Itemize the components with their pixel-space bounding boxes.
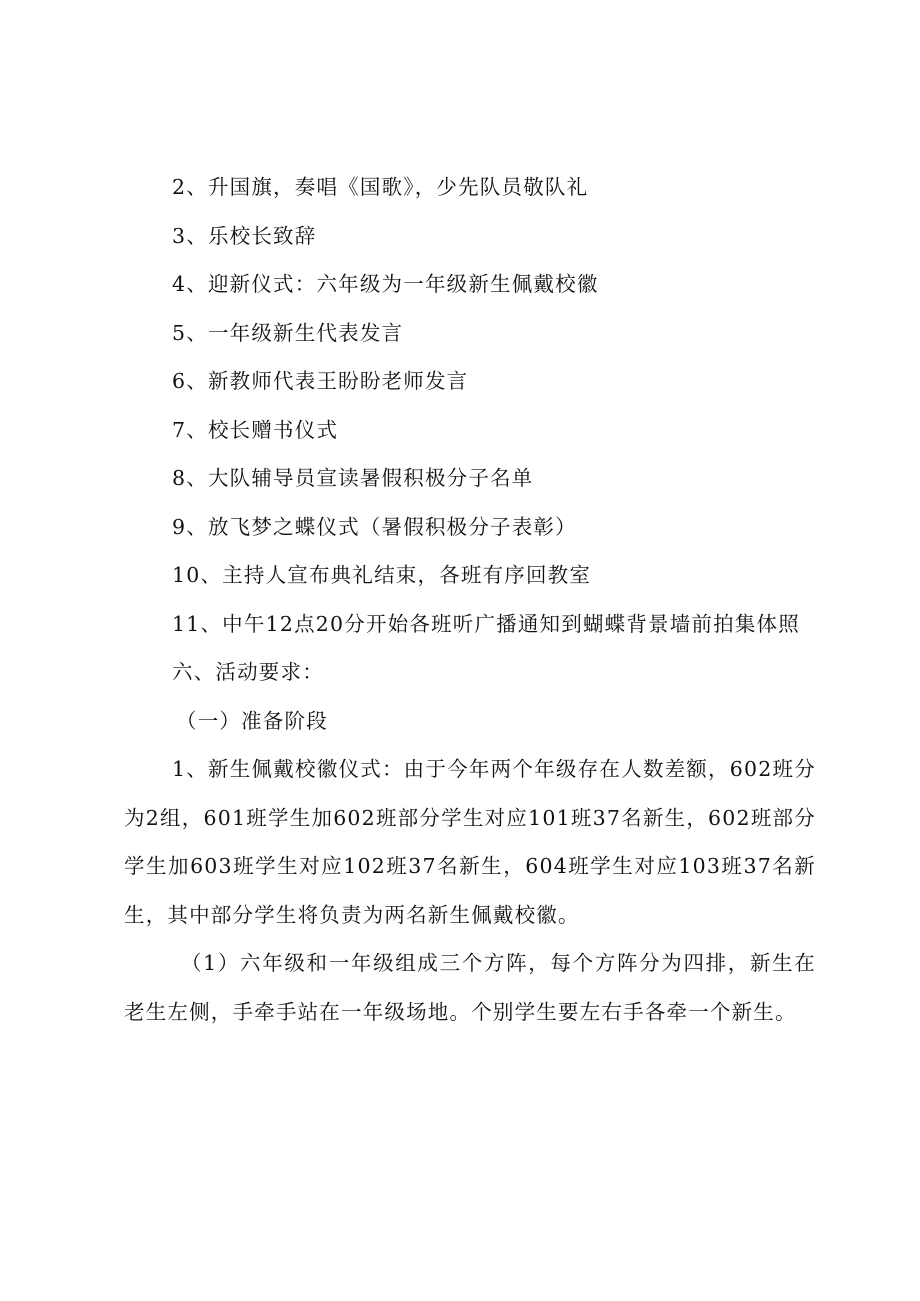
list-item: 6、新教师代表王盼盼老师发言 (172, 369, 469, 393)
list-item: 4、迎新仪式：六年级为一年级新生佩戴校徽 (172, 272, 599, 296)
document-body (124, 163, 816, 1036)
list-item: 10、主持人宣布典礼结束，各班有序回教室 (172, 563, 592, 587)
list-item: 2、升国旗，奏唱《国歌》，少先队员敬队礼 (172, 175, 589, 199)
list-item: 8、大队辅导员宣读暑假积极分子名单 (172, 466, 534, 490)
list-item: 5、一年级新生代表发言 (172, 320, 404, 345)
paragraph-badge-ceremony: 1、新生佩戴校徽仪式：由于今年两个年级存在人数差额，602班分为2组，601班学生加602班部分学生对应101班37名新生，602班部分学生加603班学生对应102班37名新生，604班学生对应103班37名新生，其中部分学生将负责为两名新生佩戴校徽。 (124, 757, 816, 927)
list-item: 3、乐校长致辞 (172, 223, 317, 248)
subsection-heading: （一）准备阶段 (176, 708, 328, 733)
list-item: 7、校长赠书仪式 (172, 417, 339, 442)
paragraph-formation: （1）六年级和一年级组成三个方阵，每个方阵分为四排，新生在老生左侧，手牵手站在一年级场地。个别学生要左右手各牵一个新生。 (124, 951, 816, 1024)
list-item: 9、放飞梦之蝶仪式（暑假积极分子表彰） (172, 514, 577, 539)
section-heading: 六、活动要求： (172, 660, 324, 684)
list-item-11: 11、中午12点20分开始各班听广播通知到蝴蝶背景墙前拍集体照 (172, 611, 800, 636)
